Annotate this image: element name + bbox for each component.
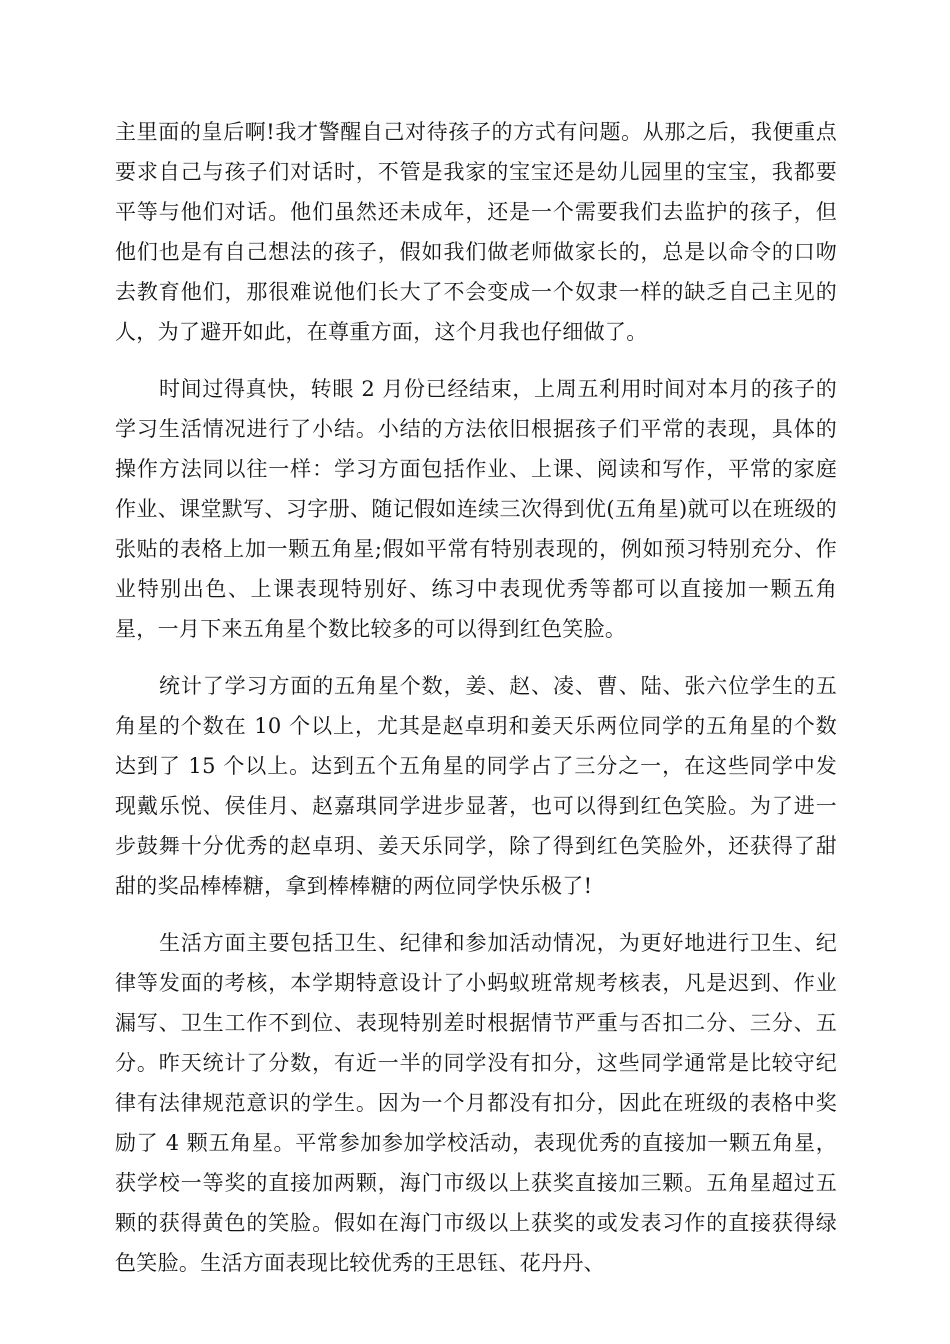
paragraph-2: 时间过得真快，转眼 2 月份已经结束，上周五利用时间对本月的孩子的学习生活情况进行了小结。小结的方法依旧根据孩子们平常的表现，具体的操作方法同以往一样：学习方面包括作业、上课、阅读和写作，平常的家庭作业、课堂默写、习字册、随记假如连续三次得到优(五角星)就可以在班级的张贴的表格上加一颗五角星;假如平常有特别表现的，例如预习特别充分、作业特别出色、上课表现特别好、练习中表现优秀等都可以直接加一颗五角星，一月下来五角星个数比较多的可以得到红色笑脸。 bbox=[115, 377, 837, 641]
paragraph-3: 统计了学习方面的五角星个数，姜、赵、凌、曹、陆、张六位学生的五角星的个数在 10 个以上，尤其是赵卓玥和姜天乐两位同学的五角星的个数达到了 15 个以上。达到五个五角星的同学占了三分之一，在这些同学中发现戴乐悦、侯佳月、赵嘉琪同学进步显著，也可以得到红色笑脸。为了进一步鼓舞十分优秀的赵卓玥、姜天乐同学，除了得到红色笑脸外，还获得了甜甜的奖品棒棒糖，拿到棒棒糖的两位同学快乐极了! bbox=[115, 674, 837, 898]
document-body bbox=[115, 112, 837, 1300]
paragraph-1: 主里面的皇后啊!我才警醒自己对待孩子的方式有问题。从那之后，我便重点要求自己与孩子们对话时，不管是我家的宝宝还是幼儿园里的宝宝，我都要平等与他们对话。他们虽然还未成年，还是一个需要我们去监护的孩子，但他们也是有自己想法的孩子，假如我们做老师做家长的，总是以命令的口吻去教育他们，那很难说他们长大了不会变成一个奴隶一样的缺乏自己主见的人，为了避开如此，在尊重方面，这个月我也仔细做了。 bbox=[115, 120, 837, 344]
paragraph-4: 生活方面主要包括卫生、纪律和参加活动情况，为更好地进行卫生、纪律等发面的考核，本学期特意设计了小蚂蚁班常规考核表，凡是迟到、作业漏写、卫生工作不到位、表现特别差时根据情节严重与否扣二分、三分、五分。昨天统计了分数，有近一半的同学没有扣分，这些同学通常是比较守纪律有法律规范意识的学生。因为一个月都没有扣分，因此在班级的表格中奖励了 4 颗五角星。平常参加参加学校活动，表现优秀的直接加一颗五角星，获学校一等奖的直接加两颗，海门市级以上获奖直接加三颗。五角星超过五颗的获得黄色的笑脸。假如在海门市级以上获奖的或发表习作的直接获得绿色笑脸。生活方面表现比较优秀的王思钰、花丹丹、 bbox=[115, 931, 837, 1275]
